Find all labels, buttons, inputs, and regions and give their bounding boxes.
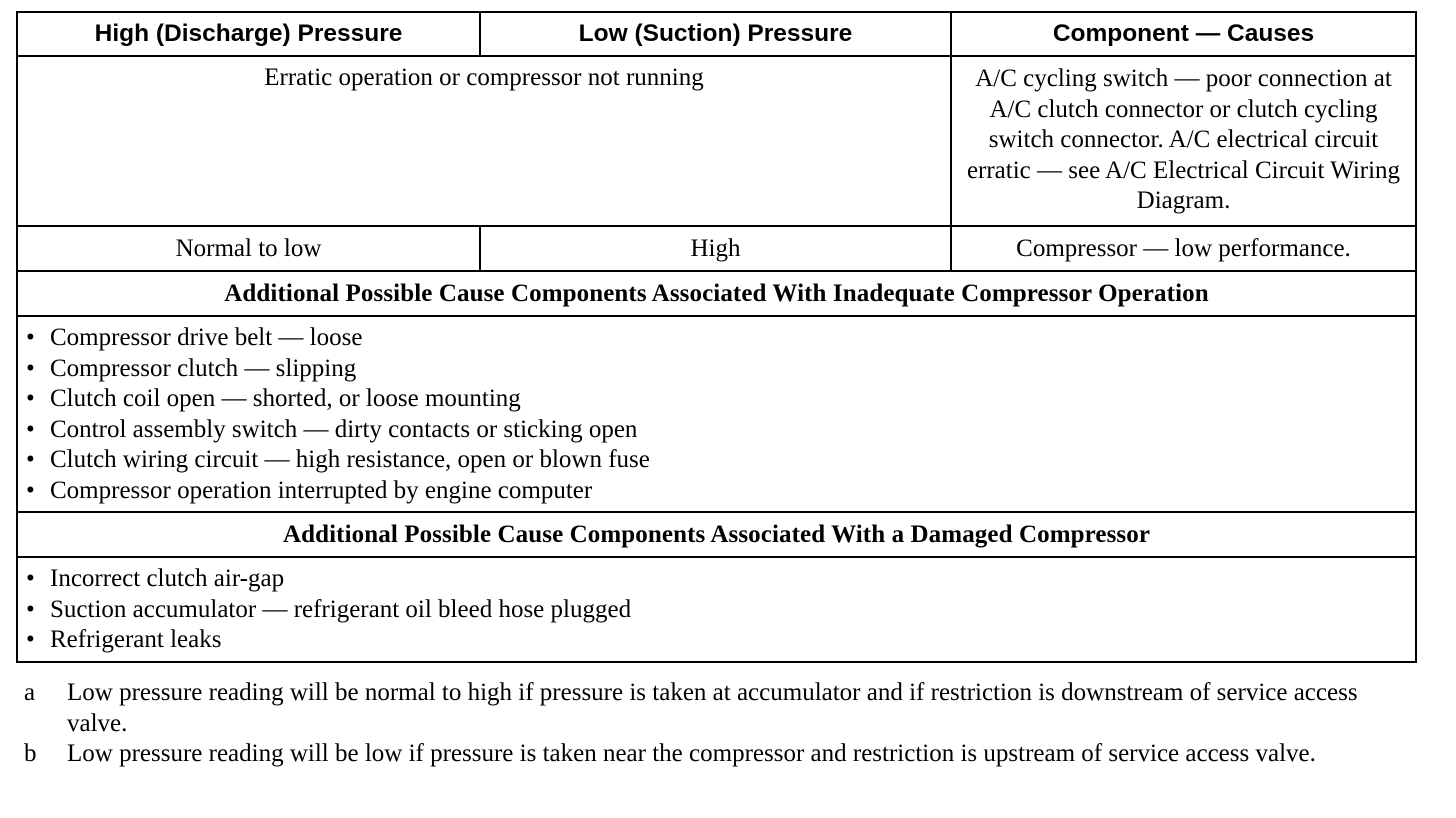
list-item [26, 595, 1415, 626]
cause-list-inadequate-operation [18, 317, 1415, 511]
bullet: • [26, 595, 35, 623]
section-title-row [18, 513, 1415, 558]
list-item [26, 625, 1415, 656]
bullet: • [26, 626, 35, 653]
section-title-row [18, 272, 1415, 317]
footnote-label: a [24, 679, 36, 706]
section-list-row [18, 317, 1415, 513]
list-item [26, 445, 1415, 476]
list-item [26, 415, 1415, 446]
bullet: • [26, 415, 35, 443]
footnote-label: b [24, 740, 37, 767]
bullet: • [26, 354, 35, 382]
list-item [26, 476, 1415, 507]
component-cause: A/C cycling switch — poor connection at A/C clutch connector or clutch cycling switch connector. A/C electrical circuit erratic — see A/C Electrical Circuit Wiring Diagram. [966, 65, 1401, 214]
low-pressure-value: High [481, 227, 952, 270]
section-title-damaged-compressor: Additional Possible Cause Components Associated With a Damaged Compressor [282, 521, 1151, 548]
footnote [24, 739, 1424, 770]
list-item-text: Control assembly switch — dirty contacts or sticking open [50, 415, 638, 443]
table-header-row [18, 13, 1415, 57]
list-item [26, 564, 1415, 595]
list-item-text: Incorrect clutch air-gap [50, 565, 285, 592]
pressure-condition: Erratic operation or compressor not running [18, 57, 952, 225]
footnote-text: Low pressure reading will be low if pressure is taken near the compressor and restriction is upstream of service access valve. [67, 740, 1316, 767]
bullet: • [26, 476, 35, 504]
table-row [18, 57, 1415, 227]
list-item [26, 354, 1415, 385]
cause-list-damaged-compressor [18, 558, 1415, 661]
footnotes [24, 678, 1424, 770]
bullet: • [26, 565, 35, 592]
list-item-text: Clutch wiring circuit — high resistance, open or blown fuse [50, 446, 650, 473]
diagnosis-table [16, 11, 1417, 663]
high-pressure-value: Normal to low [18, 227, 481, 270]
header-component-causes: Component — Causes [1052, 20, 1315, 47]
table-row [18, 227, 1415, 272]
list-item-text: Compressor clutch — slipping [50, 354, 357, 382]
bullet: • [26, 324, 35, 351]
list-item-text: Clutch coil open — shorted, or loose mounting [50, 385, 521, 412]
list-item-text: Refrigerant leaks [50, 626, 222, 653]
list-item-text: Suction accumulator — refrigerant oil bleed hose plugged [50, 595, 632, 623]
list-item [26, 384, 1415, 415]
section-list-row [18, 558, 1415, 661]
list-item-text: Compressor drive belt — loose [50, 324, 363, 351]
bullet: • [26, 385, 35, 412]
header-high-pressure: High (Discharge) Pressure [18, 13, 481, 55]
footnote [24, 678, 1424, 739]
list-item-text: Compressor operation interrupted by engine computer [50, 476, 593, 504]
list-item [26, 323, 1415, 354]
section-title-inadequate-operation: Additional Possible Cause Components Associated With Inadequate Compressor Operation [224, 280, 1209, 307]
footnote-text: Low pressure reading will be normal to high if pressure is taken at accumulator and if restriction is downstream of service access valve. [67, 679, 1358, 737]
bullet: • [26, 446, 35, 473]
component-cause: Compressor — low performance. [1016, 235, 1351, 262]
header-low-pressure: Low (Suction) Pressure [481, 13, 952, 55]
